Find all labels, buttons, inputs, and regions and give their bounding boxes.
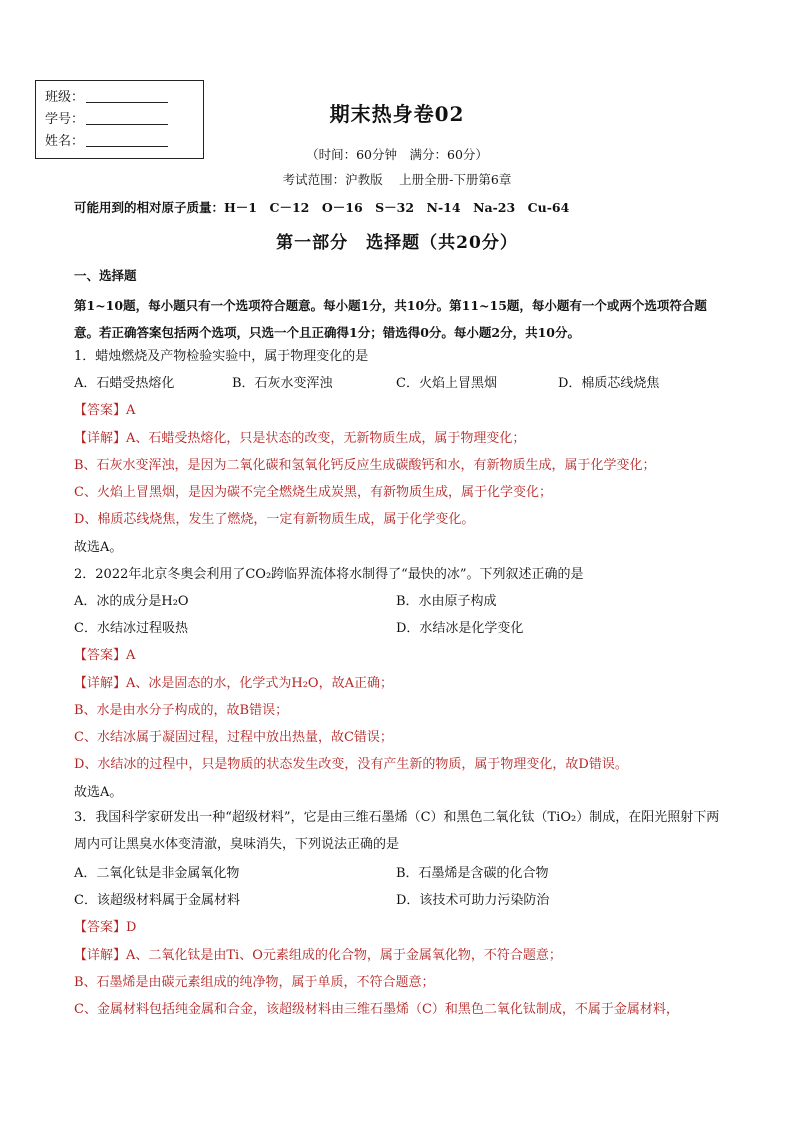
- q2-detail-d: D、水结冰的过程中，只是物质的状态发生改变，没有产生新的物质，属于物理变化，故D错误。: [74, 757, 628, 772]
- q1-detail-d: D、棉质芯线烧焦，发生了燃烧，一定有新物质生成，属于化学变化。: [74, 512, 475, 527]
- q2-conclusion: 故选A。: [74, 785, 123, 800]
- q3-option-b: B．石墨烯是含碳的化合物: [396, 866, 549, 881]
- q3-detail-b: B、石墨烯是由碳元素组成的纯净物，属于单质，不符合题意；: [74, 975, 435, 990]
- q1-option-d: D．棉质芯线烧焦: [558, 376, 660, 391]
- page-title: 期末热身卷02: [329, 102, 465, 126]
- q1-detail-b: B、石灰水变浑浊，是因为二氧化碳和氢氧化钙反应生成碳酸钙和水，有新物质生成，属于化学变化；: [74, 458, 656, 473]
- q1-answer: 【答案】A: [74, 403, 136, 418]
- q2-option-a: A．冰的成分是H₂O: [74, 594, 189, 609]
- part-title: 第一部分 选择题（共20分）: [276, 233, 518, 253]
- q1-stem: 1．蜡烛燃烧及产物检验实验中，属于物理变化的是: [74, 349, 369, 364]
- q2-detail-c: C、水结冰属于凝固过程，过程中放出热量，故C错误；: [74, 730, 393, 745]
- q2-detail-a: 【详解】A、冰是固态的水，化学式为H₂O，故A正确；: [74, 676, 393, 691]
- name-label: 姓名：: [45, 134, 85, 149]
- id-label: 学号：: [45, 112, 85, 127]
- q3-option-a: A．二氧化钛是非金属氧化物: [74, 866, 240, 881]
- time-score: （时间：60分钟 满分：60分）: [306, 147, 488, 162]
- q3-option-d: D．该技术可助力污染防治: [396, 893, 550, 908]
- q2-detail-b: B、水是由水分子构成的，故B错误；: [74, 703, 289, 718]
- section-heading: 一、选择题: [74, 268, 137, 283]
- q1-conclusion: 故选A。: [74, 540, 123, 555]
- q1-option-b: B．石灰水变浑浊: [232, 376, 333, 391]
- q1-detail-c: C、火焰上冒黑烟，是因为碳不完全燃烧生成炭黑，有新物质生成，属于化学变化；: [74, 485, 552, 500]
- q3-detail-a: 【详解】A、二氧化钛是由Ti、O元素组成的化合物，属于金属氧化物，不符合题意；: [74, 948, 562, 963]
- exam-scope: 考试范围：沪教版 上册全册-下册第6章: [282, 172, 512, 187]
- section-instructions: 第1~10题，每小题只有一个选项符合题意。每小题1分，共10分。第11~15题，每小题有一个或两个选项符合题意。若正确答案包括两个选项，只选一个且正确得1分；错选得0分。每小题2分，共10分。: [74, 298, 707, 340]
- q2-option-d: D．水结冰是化学变化: [396, 621, 524, 636]
- q2-answer: 【答案】A: [74, 648, 136, 663]
- q3-option-c: C．该超级材料属于金属材料: [74, 893, 240, 908]
- q2-option-b: B．水由原子构成: [396, 594, 497, 609]
- q3-answer: 【答案】D: [74, 920, 137, 935]
- q1-option-a: A．石蜡受热熔化: [74, 376, 175, 391]
- q1-option-c: C．火焰上冒黑烟: [396, 376, 497, 391]
- q3-detail-c: C、金属材料包括纯金属和合金，该超级材料由三维石墨烯（C）和黑色二氧化钛制成，不属于金属材料，: [74, 1002, 679, 1017]
- q2-option-c: C．水结冰过程吸热: [74, 621, 188, 636]
- q2-stem: 2．2022年北京冬奥会利用了CO₂跨临界流体将水制得了“最快的冰”。下列叙述正确的是: [74, 567, 584, 582]
- q1-detail-a: 【详解】A、石蜡受热熔化，只是状态的改变，无新物质生成，属于物理变化；: [74, 431, 526, 446]
- class-label: 班级：: [45, 90, 85, 105]
- q3-stem: 3．我国科学家研发出一种“超级材料”，它是由三维石墨烯（C）和黑色二氧化钛（TiO₂）制成，在阳光照射下两周内可让黑臭水体变清澈，臭味消失，下列说法正确的是: [74, 810, 720, 852]
- atomic-masses: 可能用到的相对原子质量：H－1 C－12 O－16 S－32 N-14 Na-23 Cu-64: [74, 200, 570, 215]
